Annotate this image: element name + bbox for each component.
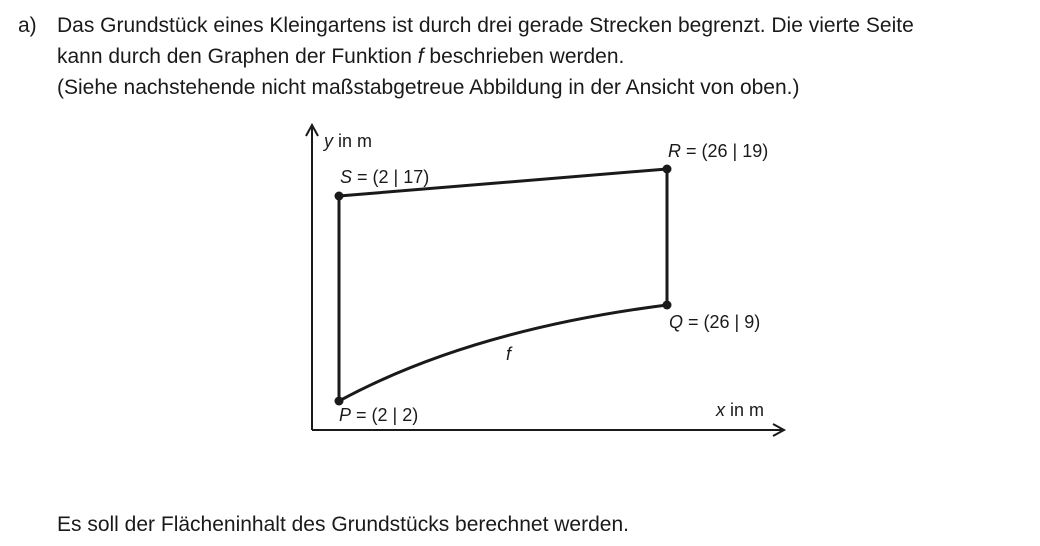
label-q: Q = (26 | 9) [669, 312, 761, 332]
description-line-2-end: beschrieben werden. [423, 45, 625, 68]
description-line-3: (Siehe nachstehende nicht maßstabgetreue Abbildung in der Ansicht von oben.) [57, 76, 800, 99]
description-line-1: Das Grundstück eines Kleingartens ist durch drei gerade Strecken begrenzt. Die vierte Seite [57, 14, 914, 37]
x-axis-label: x in m [716, 400, 765, 420]
question-text: Es soll der Flächeninhalt des Grundstücks berechnet werden. [57, 513, 629, 536]
point-s [335, 192, 344, 201]
y-axis-label: y in m [324, 131, 373, 151]
label-f: f [506, 344, 512, 364]
point-r [663, 165, 672, 174]
graph-f [339, 305, 667, 401]
label-p: P = (2 | 2) [339, 405, 419, 425]
description-line-2-start: kann durch den Graphen der Funktion [57, 45, 418, 68]
label-s: S = (2 | 17) [340, 167, 430, 187]
label-r: R = (26 | 19) [668, 141, 769, 161]
function-name: f [417, 45, 424, 68]
point-q [663, 301, 672, 310]
task-label: a) [18, 14, 37, 37]
